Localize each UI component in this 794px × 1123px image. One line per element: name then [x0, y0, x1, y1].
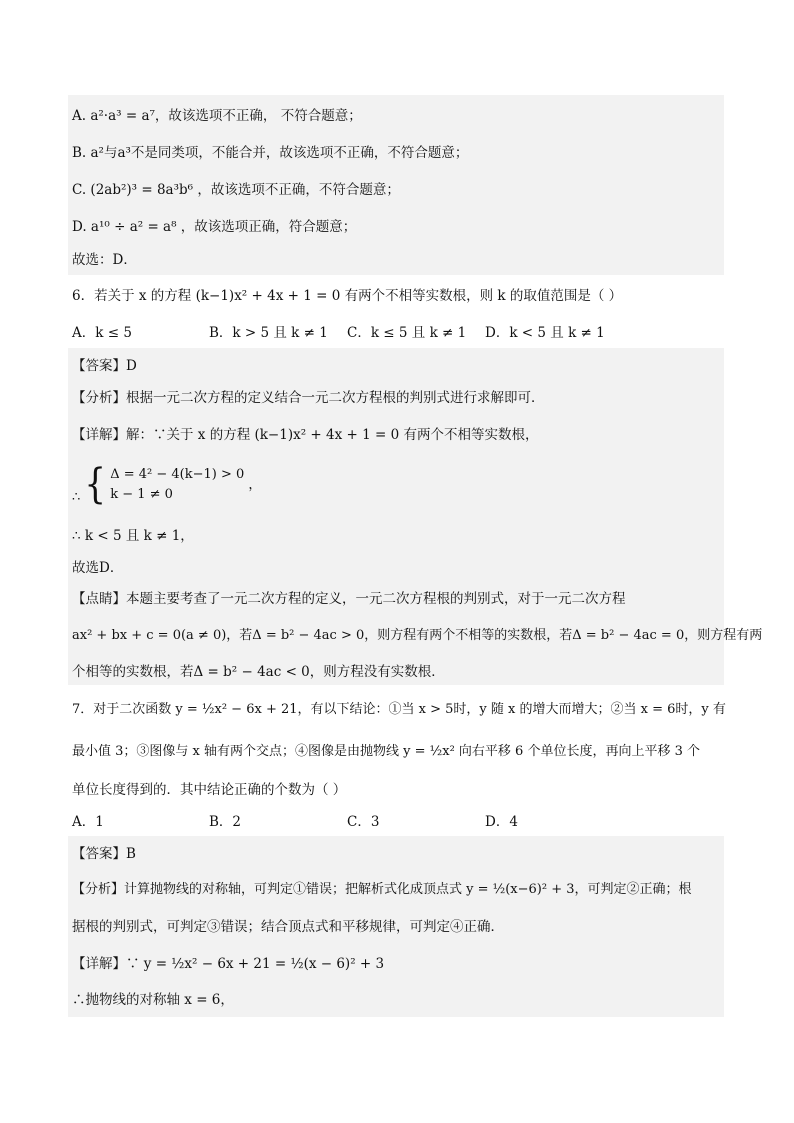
q7-stem-line-2: 最小值 3；③图像与 x 轴有两个交点；④图像是由抛物线 y = ½x² 向右平移 6 个单位长度，再向上平移 3 个 [72, 744, 700, 759]
q7-analysis-line-2: 据根的判别式，可判定③错误；结合顶点式和平移规律，可判定④正确． [72, 919, 504, 935]
q7-option-c: C．3 [347, 814, 380, 830]
q7-option-b: B．2 [209, 814, 242, 830]
q7-option-d: D．4 [485, 814, 518, 830]
therefore-symbol: ∴ [72, 489, 81, 505]
q7-answer: 【答案】B [72, 846, 136, 862]
q6-analysis: 【分析】根据一元二次方程的定义结合一元二次方程根的判别式进行求解即可． [72, 390, 545, 406]
q6-option-a: A．k ≤ 5 [72, 325, 132, 341]
q6-option-c: C．k ≤ 5 且 k ≠ 1 [347, 325, 467, 341]
q7-option-a: A．1 [72, 814, 104, 830]
q6-point-line-3: 个相等的实数根，若Δ = b² − 4ac < 0，则方程没有实数根． [72, 664, 445, 680]
q6-system-brace [72, 461, 262, 509]
q6-result: ∴ k < 5 且 k ≠ 1， [72, 528, 194, 544]
q6-option-d: D．k < 5 且 k ≠ 1 [485, 325, 605, 341]
q6-stem: 6．若关于 x 的方程 (k−1)x² + 4x + 1 = 0 有两个不相等实数根，则 k 的取值范围是（ ） [72, 288, 623, 304]
q5-option-b-explanation: B. a²与a³不是同类项，不能合并，故该选项不正确，不符合题意； [72, 145, 469, 161]
q6-detail: 【详解】解：∵关于 x 的方程 (k−1)x² + 4x + 1 = 0 有两个不相等实数根， [72, 427, 539, 443]
q7-detail-line-1: 【详解】∵ y = ½x² − 6x + 21 = ½(x − 6)² + 3 [72, 956, 385, 972]
q5-option-c-explanation: C. (2ab²)³ = 8a³b⁶ ，故该选项不正确，不符合题意； [72, 182, 400, 198]
q6-point-line-2: ax² + bx + c = 0(a ≠ 0)，若Δ = b² − 4ac > 0，则方程有两个不相等的实数根，若Δ = b² − 4ac = 0，则方程有两 [72, 628, 763, 643]
q6-choice: 故选D． [72, 560, 124, 576]
q6-point-line-1: 【点睛】本题主要考查了一元二次方程的定义，一元二次方程根的判别式，对于一元二次方程 [72, 591, 626, 607]
q7-stem-line-3: 单位长度得到的．其中结论正确的个数为（ ） [72, 782, 347, 798]
system-brace-icon: { [84, 461, 107, 509]
q6-system-line-1: Δ = 4² − 4(k−1) > 0 [110, 467, 245, 482]
q5-option-d-explanation: D. a¹⁰ ÷ a² = a⁸ ，故该选项正确，符合题意； [72, 219, 357, 235]
q6-system-line-2: k − 1 ≠ 0 [110, 487, 173, 502]
q6-option-b: B．k > 5 且 k ≠ 1 [209, 325, 328, 341]
q7-stem-line-1: 7．对于二次函数 y = ½x² − 6x + 21，有以下结论：①当 x > 5时，y 随 x 的增大而增大；②当 x = 6时，y 有 [72, 702, 726, 717]
q6-system-tail: ， [248, 477, 262, 493]
q5-option-a-explanation: A. a²·a³ = a⁷，故该选项不正确， 不符合题意； [72, 108, 362, 124]
q7-detail-line-2: ∴抛物线的对称轴 x = 6， [72, 992, 234, 1008]
q5-choice: 故选：D． [72, 252, 137, 268]
q6-answer: 【答案】D [72, 358, 137, 374]
q7-analysis-line-1: 【分析】计算抛物线的对称轴，可判定①错误；把解析式化成顶点式 y = ½(x−6)² + 3，可判定②正确；根 [72, 882, 692, 897]
